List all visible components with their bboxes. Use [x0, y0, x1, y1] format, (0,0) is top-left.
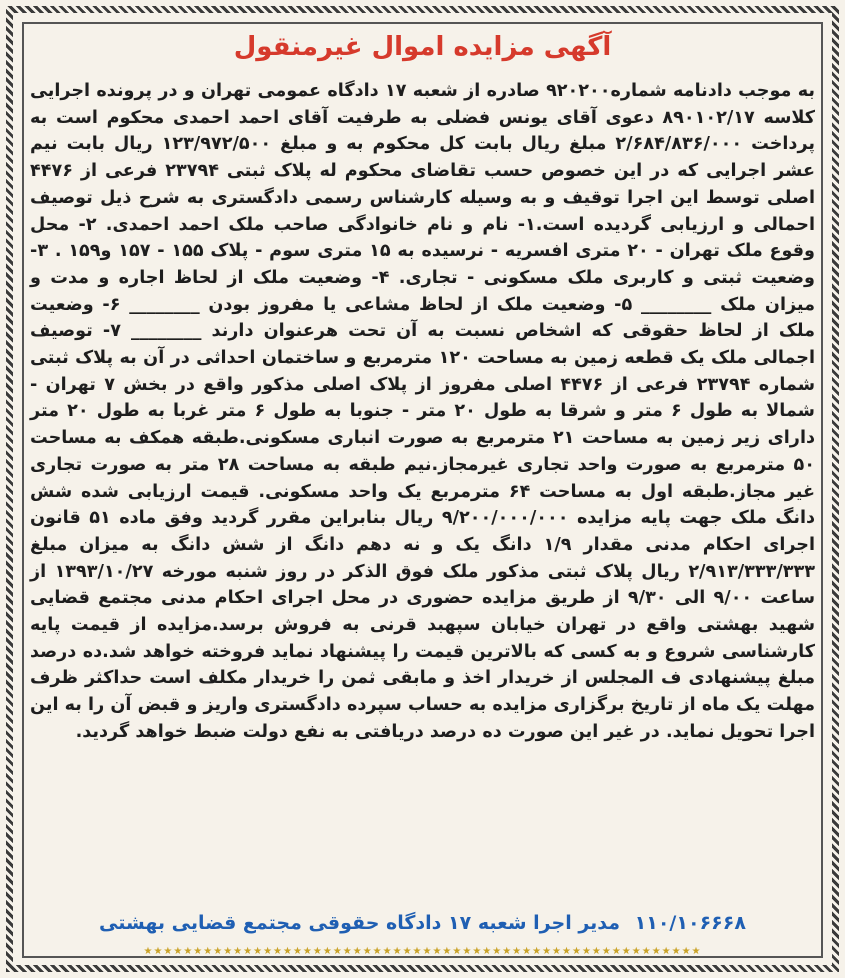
footer-number: ۱۱۰/۱۰۶۶۶۸ — [634, 912, 746, 934]
notice-body: به موجب دادنامه شماره۹۲۰۲۰۰ صادره از شعبه ۱۷ دادگاه عمومی تهران و در پرونده اجرایی کلاسه ۸۹۰۱۰۲/۱۷ دعوی آقای یونس فضلی به طرفیت آقای احمد احمدی محکوم است به پرداخت ۲/۶۸۴/۸۳۶/۰۰۰ مبلغ ریال بابت کل محکوم به و مبلغ ۱۲۳/۹۷۲/۵۰۰ ریال بابت نیم عشر اجرایی که در این خصوص حسب تقاضای محکوم له پلاک ثبتی ۲۳۷۹۴ فرعی از ۴۴۷۶ اصلی توسط این اجرا توقیف و به وسیله کارشناس رسمی دادگستری به شرح ذیل توصیف احمالی و ارزیابی گردیده است.۱- نام و نام خانوادگی صاحب ملک احمد احمدی. ۲- محل وقوع ملک تهران - ۲۰ متری افسریه - نرسیده به ۱۵ متری سوم - پلاک ۱۵۵ - ۱۵۷ و۱۵۹ . ۳- وضعیت ثبتی و کاربری ملک مسکونی - تجاری. ۴- وضعیت ملک از لحاظ اجاره و مدت و میزان ملک ________ ۵- وضعیت ملک از لحاظ مشاعی یا مفروز بودن ________ ۶- وضعیت ملک از لحاظ حقوقی که اشخاص نسبت به آن تحت هرعنوان دارند ________ ۷- توصیف اجمالی ملک یک قطعه زمین به مساحت ۱۲۰ مترمربع و ساختمان احداثی در آن به پلاک ثبتی شماره ۲۳۷۹۴ فرعی از ۴۴۷۶ اصلی مفروز از پلاک اصلی مذکور واقع در بخش ۷ تهران - شمالا به طول ۶ متر و شرقا به طول ۲۰ متر - جنوبا به طول ۶ متر غربا به طول ۲۰ متر دارای زیر زمین به مساحت ۲۱ مترمربع به صورت انباری مسکونی.طبقه همکف به مساحت ۵۰ مترمربع به صورت واحد تجاری غیرمجاز.نیم طبقه به مساحت ۲۸ متر به صورت تجاری غیر مجاز.طبقه اول به مساحت ۶۴ مترمربع یک واحد مسکونی. قیمت ارزیابی شده شش دانگ ملک جهت پایه مزایده ۹/۲۰۰/۰۰۰/۰۰۰ ریال بنابراین مقرر گردید وفق ماده ۵۱ قانون اجرای احکام مدنی مقدار ۱/۹ دانگ یک و نه دهم دانگ از شش دانگ به میزان مبلغ ۲/۹۱۳/۳۳۳/۳۳۳ ریال پلاک ثبتی مذکور ملک فوق الذکر در روز شنبه مورخه ۱۳۹۳/۱۰/۲۷ از ساعت ۹/۰۰ الی ۹/۳۰ از طریق مزایده حضوری در محل اجرای احکام مدنی مجتمع قضایی شهید بهشتی واقع در تهران خیابان سپهبد قرنی به فروش برسد.مزایده از قیمت پایه کارشناسی شروع و به کسی که بالاترین قیمت را پیشنهاد نماید فروخته خواهد شد.ده درصد مبلغ پیشنهادی ف المجلس از خریدار اخذ و مابقی ثمن را خریدار مکلف است حداکثر ظرف مهلت یک ماه از تاریخ برگزاری مزایده به حساب سپرده دادگستری واریز و قبض آن را به این اجرا تحویل نماید. در غیر این صورت ده درصد دریافتی به نفع دولت ضبط خواهد گردید. — [30, 81, 816, 742]
notice-footer — [0, 912, 845, 934]
footer-signature: مدیر اجرا شعبه ۱۷ دادگاه حقوقی مجتمع قضایی بهشتی — [99, 912, 621, 934]
notice-title: آگهی مزایده اموال غیرمنقول — [233, 32, 612, 62]
star-divider: ★★★★★★★★★★★★★★★★★★★★★★★★★★★★★★★★★★★★★★★★★★★★★★★★★★★★★★★★ — [143, 946, 702, 957]
